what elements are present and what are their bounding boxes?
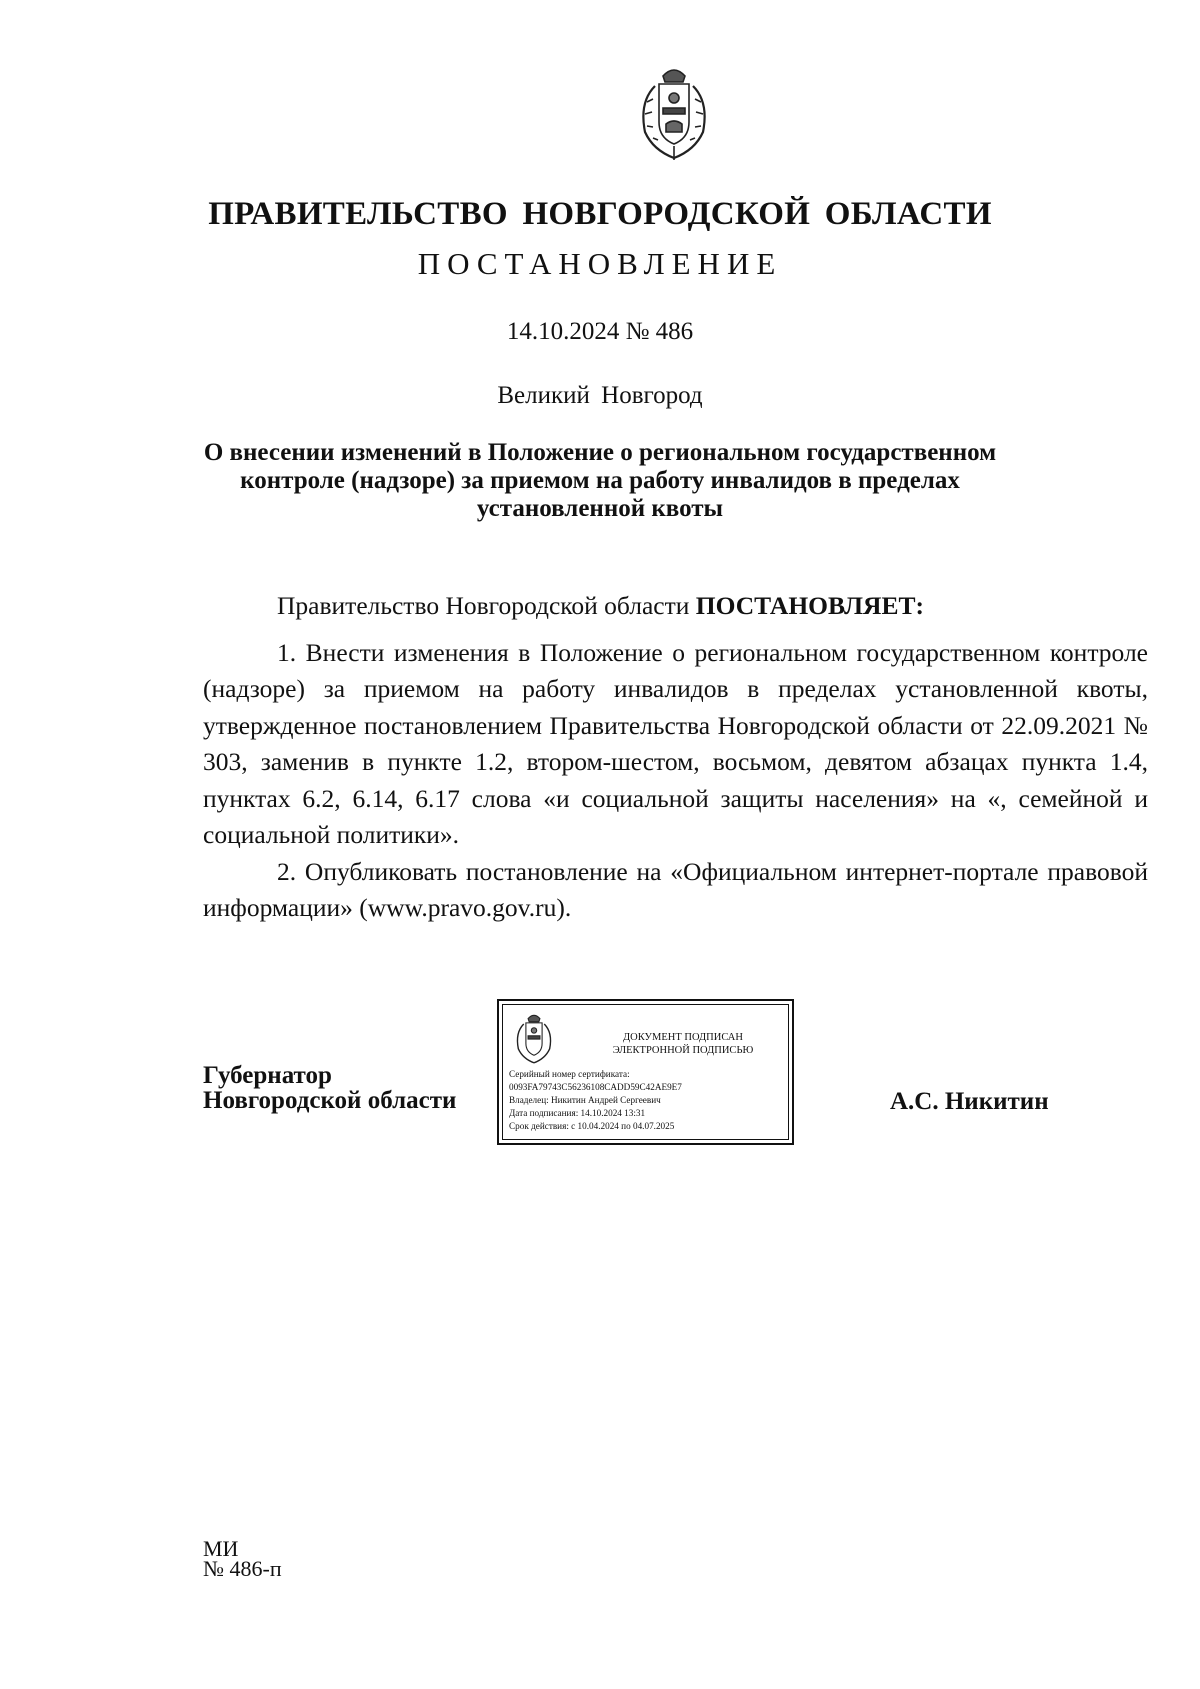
document-body: [203, 588, 1148, 927]
signatory-position: [203, 1063, 456, 1113]
stamp-validity: Срок действия: с 10.04.2024 по 04.07.2025: [509, 1121, 675, 1131]
stamp-heading-line: ДОКУМЕНТ ПОДПИСАН: [623, 1032, 743, 1043]
electronic-signature-stamp: [497, 999, 794, 1145]
footer-initials: МИ: [203, 1536, 239, 1561]
lead-text: Правительство Новгородской области: [277, 591, 696, 620]
stamp-heading: [583, 1031, 783, 1057]
signatory-position-line: Губернатор: [203, 1062, 332, 1089]
stamp-cert-number: 0093FA79743C56236108CADD59C42AE9E7: [509, 1082, 682, 1092]
title-line: установленной квоты: [476, 495, 724, 522]
organization-name: ПРАВИТЕЛЬСТВО НОВГОРОДСКОЙ ОБЛАСТИ: [208, 196, 992, 232]
document-city: Великий Новгород: [497, 382, 703, 409]
coat-of-arms-icon: [511, 1011, 557, 1065]
title-line: контроле (надзоре) за приемом на работу инвалидов в пределах: [240, 467, 960, 494]
title-line: О внесении изменений в Положение о региональном государственном: [203, 439, 997, 466]
lead-keyword: ПОСТАНОВЛЯЕТ:: [695, 591, 924, 620]
footer-doc-code: № 486-п: [203, 1556, 282, 1581]
document-type: ПОСТАНОВЛЕНИЕ: [417, 246, 783, 281]
document-title: [190, 439, 1010, 523]
stamp-owner: Владелец: Никитин Андрей Сергеевич: [509, 1095, 661, 1105]
stamp-inner-border: [502, 1004, 789, 1140]
stamp-heading-line: ЭЛЕКТРОННОЙ ПОДПИСЬЮ: [612, 1045, 754, 1056]
resolution-item-1: 1. Внести изменения в Положение о региональном государственном контроле (надзоре) за приемом на работу инвалидов в пределах установленной квоты, утвержденное постановлением Правительства Новгородской области от 22.09.2021 № 303, заменив в пункте 1.2, втором-шестом, восьмом, девятом абзацах пункта 1.4, пунктах 6.2, 6.14, 6.17 слова «и социальной защиты населения» на «, семейной и социальной политики».: [203, 637, 1148, 849]
document-date-number: 14.10.2024 № 486: [506, 318, 694, 345]
document-footer: [203, 1536, 282, 1581]
stamp-cert-label: Серийный номер сертификата:: [509, 1069, 630, 1079]
stamp-signed-date: Дата подписания: 14.10.2024 13:31: [509, 1108, 646, 1118]
stamp-details: [509, 1068, 682, 1133]
signatory-position-line: Новгородской области: [203, 1087, 457, 1114]
resolution-item-2: 2. Опубликовать постановление на «Официальном интернет-портале правовой информации» (www.pravo.gov.ru).: [203, 856, 1148, 922]
resolution-lead: [203, 588, 1148, 625]
coat-of-arms-icon: [633, 62, 715, 162]
signatory-name: А.С. Никитин: [890, 1088, 1049, 1115]
